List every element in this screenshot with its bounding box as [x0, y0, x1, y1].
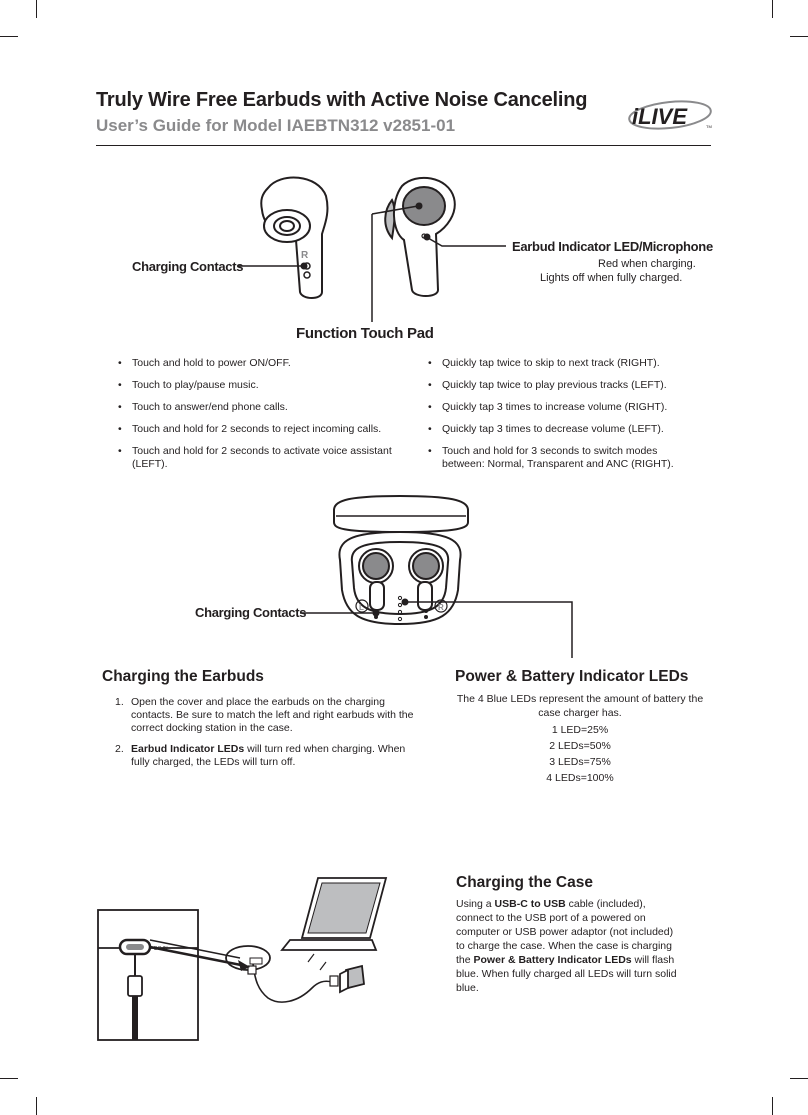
charging-contacts-label-case: Charging Contacts	[195, 605, 307, 620]
crop-mark	[790, 1078, 808, 1079]
document-title: Truly Wire Free Earbuds with Active Noise Canceling	[96, 89, 588, 111]
list-item	[115, 696, 425, 735]
charging-earbuds-steps	[115, 696, 425, 777]
crop-mark	[0, 1078, 18, 1079]
list-item: • Quickly tap 3 times to increase volume (RIGHT).	[428, 401, 692, 414]
battery-level: 4 LEDs=100%	[546, 772, 614, 784]
indicator-led-title: Earbud Indicator LED/Microphone	[512, 239, 713, 254]
logo-tm: TM	[706, 124, 712, 129]
list-item: • Touch and hold to power ON/OFF.	[118, 357, 400, 370]
battery-level: 1 LED=25%	[551, 724, 609, 736]
case-letter-l: L	[359, 603, 364, 612]
paragraph-text: cable (included), connect to the USB port of a powered on computer or USB power adaptor (not included) to charge the case. When the case is charging the	[456, 898, 674, 966]
battery-level: 2 LEDs=50%	[549, 740, 611, 752]
paragraph-text: will flash blue. When fully charged all LEDs will turn solid blue.	[456, 954, 677, 994]
earbud-diagram	[0, 0, 808, 340]
list-item: • Quickly tap twice to play previous tracks (LEFT).	[428, 379, 692, 392]
battery-level: 3 LEDs=75%	[549, 756, 611, 768]
step-text: will turn red when charging. When fully charged, the LEDs will turn off.	[131, 743, 406, 768]
function-touch-pad-label: Function Touch Pad	[296, 325, 434, 342]
earbud-back-illustration	[261, 178, 327, 298]
battery-leds-intro: The 4 Blue LEDs represent the amount of battery the case charger has.	[456, 693, 704, 719]
list-item: • Touch and hold for 2 seconds to reject incoming calls.	[118, 423, 400, 436]
paragraph-text: Using a	[456, 898, 495, 910]
controls-left-list	[118, 357, 400, 480]
crop-mark	[36, 1097, 37, 1115]
paragraph-bold: Power & Battery Indicator LEDs	[473, 954, 632, 966]
paragraph-bold: USB-C to USB	[494, 898, 566, 910]
charging-case-heading: Charging the Case	[456, 874, 593, 891]
charging-contacts-label-top: Charging Contacts	[132, 259, 244, 274]
charging-case-diagram	[0, 490, 808, 665]
charging-case-illustration	[90, 870, 430, 1050]
charging-earbuds-heading: Charging the Earbuds	[102, 668, 264, 685]
battery-leds-heading: Power & Battery Indicator LEDs	[455, 668, 689, 685]
logo-text: iLIVE	[632, 104, 688, 129]
step-text: Open the cover and place the earbuds on the charging contacts. Be sure to match the left and right earbuds with the correct docking station in the case.	[131, 696, 414, 734]
step-number: 1.	[115, 696, 124, 708]
case-letter-r: R	[438, 603, 444, 612]
step-number: 2.	[115, 743, 124, 755]
indicator-led-line2: Lights off when fully charged.	[540, 272, 683, 284]
list-item: • Touch to play/pause music.	[118, 379, 400, 392]
document-subtitle: User’s Guide for Model IAEBTN312 v2851-01	[96, 116, 456, 135]
list-item: • Quickly tap twice to skip to next track (RIGHT).	[428, 357, 692, 370]
crop-mark	[772, 1097, 773, 1115]
step-bold-text: Earbud Indicator LEDs	[131, 743, 245, 755]
charging-case-paragraph	[456, 897, 678, 995]
dc-in-label: DC IN	[154, 946, 168, 952]
list-item: • Touch to answer/end phone calls.	[118, 401, 400, 414]
battery-leds-levels	[452, 722, 708, 786]
indicator-led-line1: Red when charging.	[598, 258, 696, 270]
list-item: • Touch and hold for 2 seconds to activate voice assistant (LEFT).	[118, 445, 400, 471]
list-item: • Touch and hold for 3 seconds to switch modes between: Normal, Transparent and ANC (RIGHT).	[428, 445, 692, 471]
earbud-front-illustration	[385, 178, 455, 296]
list-item	[115, 743, 425, 769]
list-item: • Quickly tap 3 times to decrease volume (LEFT).	[428, 423, 692, 436]
controls-right-list	[428, 357, 692, 480]
earbud-letter-r: R	[301, 250, 309, 261]
